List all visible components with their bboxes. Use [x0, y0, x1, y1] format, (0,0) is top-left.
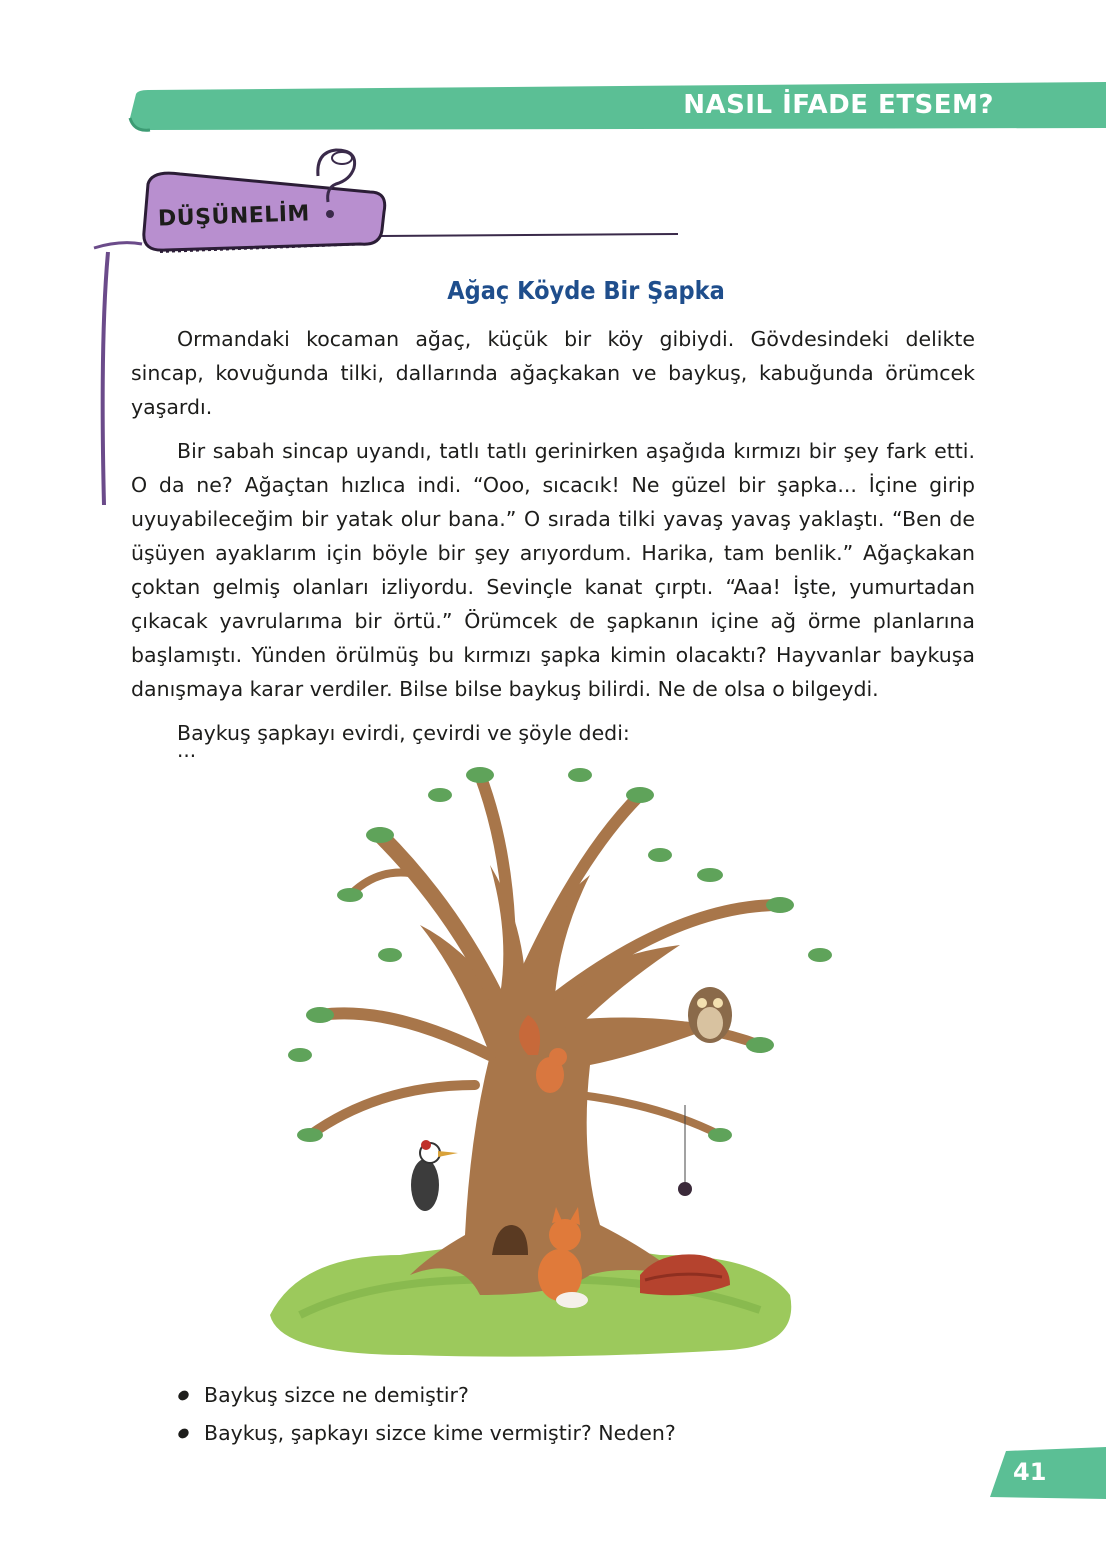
section-label: DÜŞÜNELİM: [157, 201, 311, 232]
owl-figure: [688, 987, 732, 1043]
tree-illustration: [260, 755, 840, 1365]
story-paragraph: Baykuş şapkayı evirdi, çevirdi ve şöyle dedi:: [177, 721, 630, 745]
story-ellipsis: ...: [177, 738, 197, 762]
bullet-icon: [176, 1389, 190, 1403]
question-text: Baykuş, şapkayı sizce kime vermiştir? Neden?: [204, 1421, 676, 1445]
story-paragraph: Ormandaki kocaman ağaç, küçük bir köy gibiydi. Gövdesindeki delikte sincap, kovuğunda tilki, dallarında ağaçkakan ve baykuş, kabuğunda örümcek yaşardı.: [131, 327, 975, 419]
header-title: NASIL İFADE ETSEM?: [683, 90, 994, 120]
story-title: Ağaç Köyde Bir Şapka: [447, 276, 725, 305]
question-item: [178, 1416, 676, 1454]
bullet-icon: [176, 1427, 190, 1441]
page-number: 41: [1013, 1458, 1047, 1486]
woodpecker-figure: [411, 1140, 458, 1211]
question-text: Baykuş sizce ne demiştir?: [204, 1383, 469, 1407]
page-number-tab: [990, 1447, 1106, 1499]
story-paragraph: Bir sabah sincap uyandı, tatlı tatlı gerinirken aşağıda kırmızı bir şey fark etti. O da ne? Ağaçtan hızlıca indi. “Ooo, sıcacık! Ne güzel bir şapka... İçine girip uyuyabileceğim bir yatak olur bana.” O sırada tilki yavaş yavaş yaklaştı. “Ben de üşüyen ayaklarım için böyle bir şey arıyordum. Harika, tam benlik.” Ağaçkakan çoktan gelmiş olanları izliyordu. Sevinçle kanat çırptı. “Aaa! İşte, yumurtadan çıkacak yavrularıma bir örtü.” Örümcek de şapkanın içine ağ örme planlarına başlamıştı. Yünden örülmüş bu kırmızı şapka kimin olacaktı? Hayvanlar baykuşa danışmaya karar verdiler. Bilse bilse baykuş bilirdi. Ne de olsa o bilgeydi.: [131, 439, 975, 701]
story-body: [131, 322, 975, 760]
question-item: [178, 1378, 676, 1416]
question-list: [178, 1378, 676, 1454]
